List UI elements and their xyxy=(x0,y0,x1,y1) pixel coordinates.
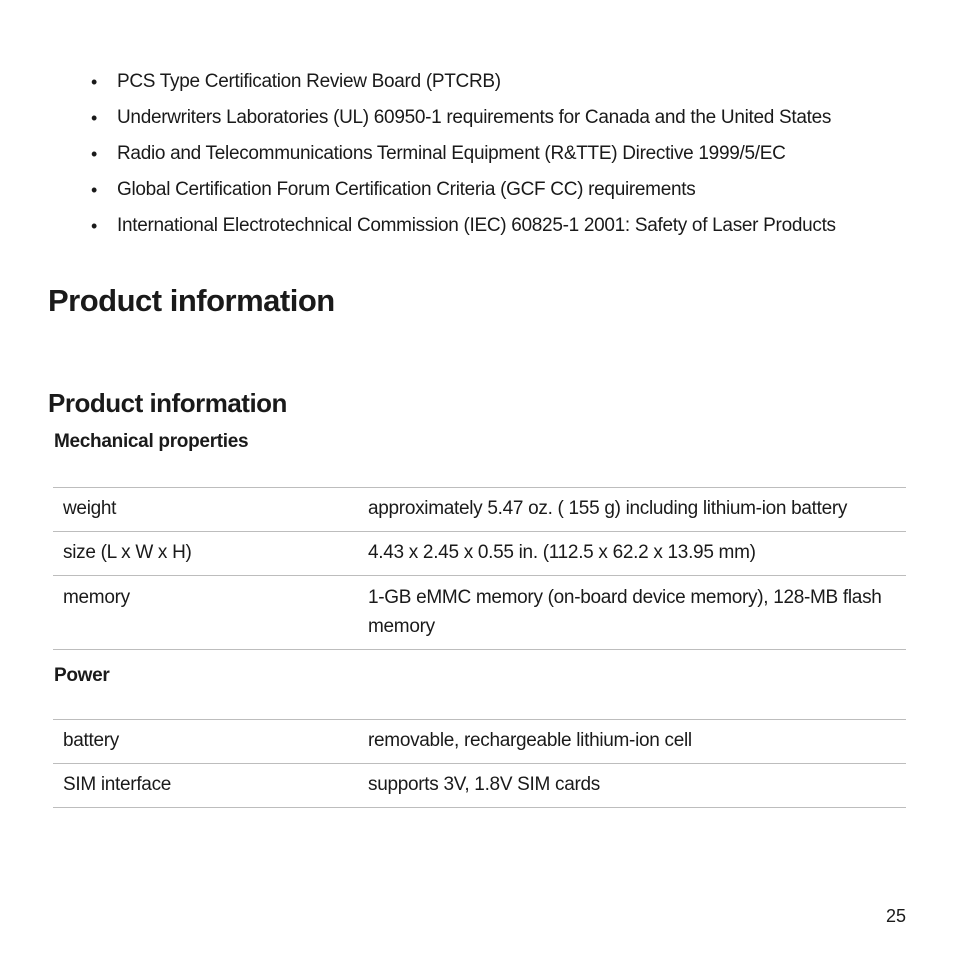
list-item xyxy=(88,142,918,178)
bullet-icon: • xyxy=(91,180,98,200)
list-item-text: PCS Type Certification Review Board (PTCRB) xyxy=(117,71,501,92)
power-table xyxy=(53,719,906,808)
list-item-text: Radio and Telecommunications Terminal Equipment (R&TTE) Directive 1999/5/EC xyxy=(117,143,786,164)
list-item-text: Underwriters Laboratories (UL) 60950-1 requirements for Canada and the United States xyxy=(117,107,832,128)
mechanical-properties-heading: Mechanical properties xyxy=(54,431,249,452)
table-row xyxy=(53,576,906,650)
spec-key: weight xyxy=(63,498,117,519)
power-heading: Power xyxy=(54,665,110,686)
spec-value: removable, rechargeable lithium-ion cell xyxy=(368,730,692,751)
list-item xyxy=(88,214,918,250)
spec-key: memory xyxy=(63,587,130,608)
certification-list xyxy=(88,70,918,250)
spec-key: size (L x W x H) xyxy=(63,542,192,563)
table-row xyxy=(53,488,906,532)
spec-key: SIM interface xyxy=(63,774,172,795)
list-item xyxy=(88,106,918,142)
table-row xyxy=(53,720,906,764)
list-item xyxy=(88,178,918,214)
list-item xyxy=(88,70,918,106)
mechanical-properties-table xyxy=(53,487,906,650)
bullet-icon: • xyxy=(91,216,98,236)
page-title: Product information xyxy=(48,283,335,318)
spec-value: supports 3V, 1.8V SIM cards xyxy=(368,774,600,795)
list-item-text: International Electrotechnical Commission (IEC) 60825-1 2001: Safety of Laser Products xyxy=(117,215,836,236)
spec-value: approximately 5.47 oz. ( 155 g) including lithium-ion battery xyxy=(368,498,848,519)
section-heading: Product information xyxy=(48,388,287,418)
table-row xyxy=(53,532,906,576)
bullet-icon: • xyxy=(91,72,98,92)
list-item-text: Global Certification Forum Certification Criteria (GCF CC) requirements xyxy=(117,179,696,200)
spec-value: 4.43 x 2.45 x 0.55 in. (112.5 x 62.2 x 13.95 mm) xyxy=(368,542,756,563)
table-row xyxy=(53,764,906,808)
bullet-icon: • xyxy=(91,144,98,164)
bullet-icon: • xyxy=(91,108,98,128)
page-number: 25 xyxy=(885,906,906,926)
spec-value: 1-GB eMMC memory (on-board device memory), 128-MB flash memory xyxy=(368,587,882,637)
spec-key: battery xyxy=(63,730,119,751)
